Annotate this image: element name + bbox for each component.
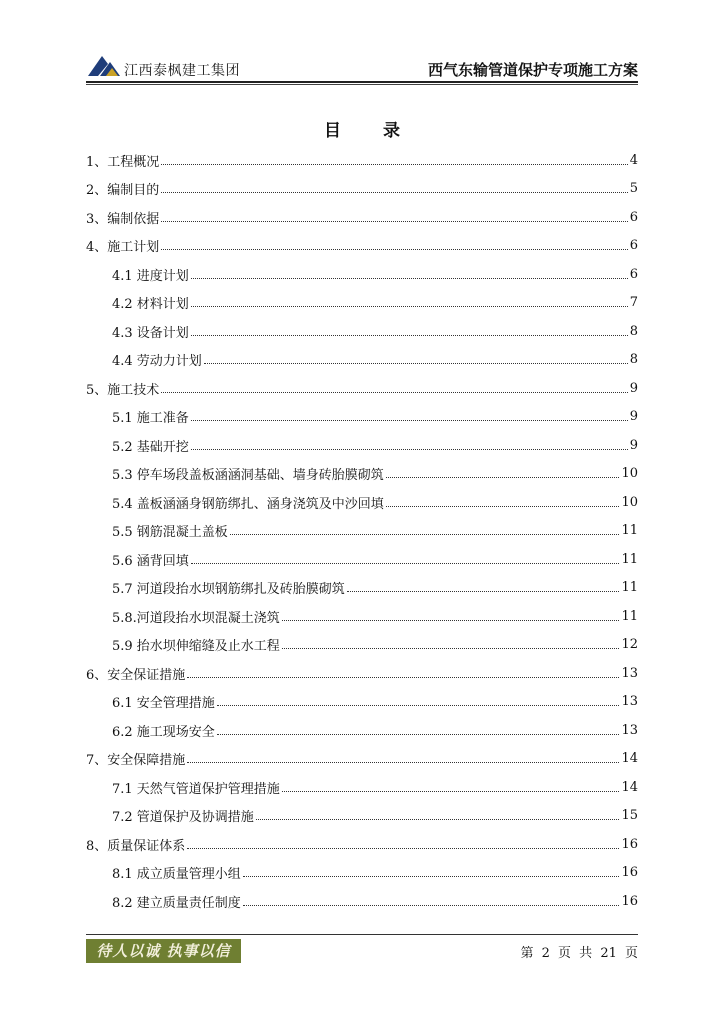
toc-leader-dots [217, 734, 620, 735]
toc-leader-dots [161, 221, 627, 222]
footer-rule [86, 934, 638, 935]
toc-entry[interactable] [86, 346, 638, 375]
toc-leader-dots [204, 363, 628, 364]
toc-entry[interactable] [86, 859, 638, 888]
page-counter: 第 2 页 共 21 页 [520, 946, 638, 961]
toc-entry-page: 13 [621, 665, 638, 681]
header-rule-thin [86, 84, 638, 85]
toc-leader-dots [347, 591, 620, 592]
toc-entry-label: 8、质量保证体系 [86, 838, 186, 854]
toc-leader-dots [282, 648, 620, 649]
toc-entry-page: 16 [621, 836, 638, 852]
toc-leader-dots [230, 534, 620, 535]
toc-entry[interactable] [86, 374, 638, 403]
toc-entry-page: 13 [621, 694, 638, 710]
toc-entry-label: 5.2 基础开挖 [112, 439, 189, 455]
toc-leader-dots [386, 477, 620, 478]
toc-leader-dots [187, 848, 619, 849]
toc-entry-label: 5.8.河道段抬水坝混凝土浇筑 [112, 610, 280, 626]
toc-entry[interactable] [86, 289, 638, 318]
toc-entry-label: 4.1 进度计划 [112, 268, 189, 284]
company-name: 江西泰枫建工集团 [124, 63, 240, 79]
toc-entry[interactable] [86, 745, 638, 774]
toc-entry[interactable] [86, 602, 638, 631]
toc-entry-label: 6.1 安全管理措施 [112, 696, 215, 712]
toc-entry-page: 11 [621, 580, 638, 596]
toc-entry-label: 7、安全保障措施 [86, 753, 186, 769]
toc-entry-page: 15 [621, 808, 638, 824]
toc-entry-page: 12 [621, 637, 638, 653]
toc-entry-label: 4.2 材料计划 [112, 297, 189, 313]
toc-entry-page: 9 [629, 409, 638, 425]
toc-entry-label: 5.4 盖板涵涵身钢筋绑扎、涵身浇筑及中沙回填 [112, 496, 384, 512]
toc-entry[interactable] [86, 773, 638, 802]
toc-entry-label: 5.5 钢筋混凝土盖板 [112, 525, 228, 541]
toc-leader-dots [191, 278, 628, 279]
toc-leader-dots [191, 563, 620, 564]
toc-entry-page: 14 [621, 751, 638, 767]
toc-leader-dots [243, 905, 620, 906]
toc-entry-label: 7.1 天然气管道保护管理措施 [112, 781, 280, 797]
toc-leader-dots [161, 192, 627, 193]
header-rule [86, 81, 638, 83]
toc-entry-page: 9 [629, 380, 638, 396]
toc-entry-page: 11 [621, 608, 638, 624]
toc-entry-label: 1、工程概况 [86, 154, 160, 170]
toc-entry-page: 7 [629, 295, 638, 311]
toc-entry-label: 6.2 施工现场安全 [112, 724, 215, 740]
toc-entry-label: 5.6 涵背回填 [112, 553, 189, 569]
table-of-contents [86, 146, 638, 916]
toc-entry[interactable] [86, 260, 638, 289]
toc-leader-dots [187, 762, 619, 763]
toc-entry-page: 8 [629, 323, 638, 339]
toc-entry-label: 5、施工技术 [86, 382, 160, 398]
toc-leader-dots [217, 705, 620, 706]
toc-entry-page: 8 [629, 352, 638, 368]
toc-leader-dots [191, 306, 628, 307]
toc-entry-label: 4.3 设备计划 [112, 325, 189, 341]
toc-entry-page: 6 [629, 266, 638, 282]
toc-entry[interactable] [86, 203, 638, 232]
toc-leader-dots [161, 249, 627, 250]
toc-entry-page: 16 [621, 865, 638, 881]
document-title: 西气东输管道保护专项施工方案 [427, 61, 638, 79]
toc-entry-page: 10 [621, 494, 638, 510]
toc-leader-dots [161, 392, 627, 393]
toc-entry-label: 7.2 管道保护及协调措施 [112, 810, 254, 826]
toc-entry[interactable] [86, 517, 638, 546]
toc-entry[interactable] [86, 146, 638, 175]
toc-entry-page: 4 [629, 152, 638, 168]
toc-entry-label: 2、编制目的 [86, 183, 160, 199]
toc-entry[interactable] [86, 232, 638, 261]
page-header [86, 50, 638, 80]
company-motto: 待人以诚 执事以信 [86, 939, 241, 963]
toc-entry[interactable] [86, 545, 638, 574]
toc-entry-page: 11 [621, 551, 638, 567]
toc-entry[interactable] [86, 802, 638, 831]
toc-entry[interactable] [86, 175, 638, 204]
toc-entry-page: 11 [621, 523, 638, 539]
toc-entry-page: 14 [621, 779, 638, 795]
toc-leader-dots [243, 876, 620, 877]
toc-entry-page: 6 [629, 209, 638, 225]
toc-leader-dots [256, 819, 620, 820]
toc-leader-dots [191, 335, 628, 336]
toc-entry[interactable] [86, 488, 638, 517]
toc-entry-label: 4、施工计划 [86, 240, 160, 256]
toc-entry[interactable] [86, 403, 638, 432]
toc-entry[interactable] [86, 431, 638, 460]
toc-leader-dots [187, 677, 619, 678]
toc-entry[interactable] [86, 887, 638, 916]
toc-entry-page: 10 [621, 466, 638, 482]
toc-title: 目 录 [324, 121, 418, 141]
toc-leader-dots [191, 420, 628, 421]
toc-leader-dots [386, 506, 620, 507]
toc-entry-label: 5.9 抬水坝伸缩缝及止水工程 [112, 639, 280, 655]
toc-entry[interactable] [86, 659, 638, 688]
toc-leader-dots [191, 449, 628, 450]
toc-entry-page: 9 [629, 437, 638, 453]
toc-entry-label: 3、编制依据 [86, 211, 160, 227]
toc-leader-dots [282, 791, 620, 792]
toc-entry-label: 4.4 劳动力计划 [112, 354, 202, 370]
toc-entry[interactable] [86, 317, 638, 346]
toc-entry[interactable] [86, 460, 638, 489]
toc-entry-label: 5.3 停车场段盖板涵涵洞基础、墙身砖胎膜砌筑 [112, 468, 384, 484]
toc-entry-label: 8.2 建立质量责任制度 [112, 895, 241, 911]
toc-entry[interactable] [86, 716, 638, 745]
toc-entry-label: 6、安全保证措施 [86, 667, 186, 683]
toc-entry-page: 16 [621, 893, 638, 909]
toc-entry-label: 8.1 成立质量管理小组 [112, 867, 241, 883]
toc-leader-dots [161, 164, 627, 165]
toc-entry-label: 5.7 河道段抬水坝钢筋绑扎及砖胎膜砌筑 [112, 582, 345, 598]
toc-entry[interactable] [86, 631, 638, 660]
toc-entry[interactable] [86, 688, 638, 717]
toc-entry-label: 5.1 施工准备 [112, 411, 189, 427]
toc-entry-page: 6 [629, 238, 638, 254]
toc-entry-page: 5 [629, 181, 638, 197]
toc-entry-page: 13 [621, 722, 638, 738]
toc-entry[interactable] [86, 830, 638, 859]
triangle-logo-icon [86, 52, 122, 78]
toc-entry[interactable] [86, 574, 638, 603]
toc-leader-dots [282, 620, 620, 621]
